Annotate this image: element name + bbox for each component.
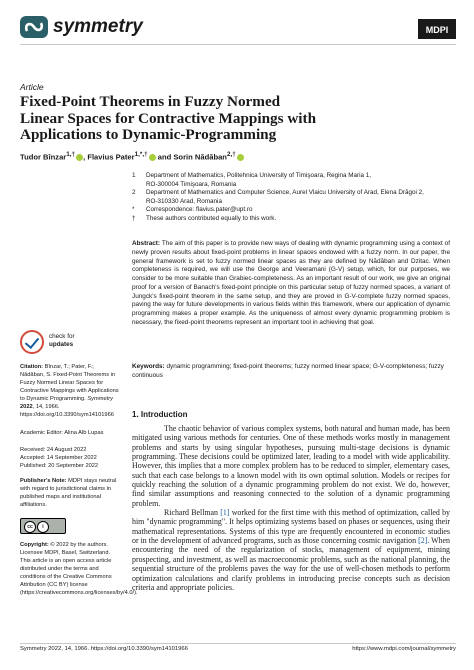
affiliation-text: RO-310330 Arad, Romania xyxy=(146,197,222,205)
accepted-date: Accepted: 14 September 2022 xyxy=(20,454,97,461)
citation-journal: Symmetry xyxy=(87,395,113,402)
cc-icon: cc xyxy=(24,521,36,533)
symmetry-logo-icon xyxy=(20,16,48,38)
paragraph-text: Richard Bellman xyxy=(164,508,221,518)
introduction-body xyxy=(132,424,450,592)
paragraph xyxy=(132,508,450,592)
keywords-text: dynamic programming; fixed-point theorems; fuzzy normed linear space; G-V-completeness; fuzzy continuous xyxy=(132,363,444,379)
header-divider xyxy=(20,44,456,45)
orcid-icon[interactable] xyxy=(149,154,156,161)
journal-name: symmetry xyxy=(53,16,143,37)
page-footer xyxy=(20,646,456,652)
affiliation-mark xyxy=(132,198,146,207)
received-date: Received: 24 August 2022 xyxy=(20,447,87,453)
affiliation-mark: 1 xyxy=(132,172,136,179)
dates xyxy=(20,447,120,471)
section-heading: 1. Introduction xyxy=(132,410,188,419)
reference-link[interactable]: [2] xyxy=(418,536,428,546)
footer-journal-url[interactable]: https://www.mdpi.com/journal/symmetry xyxy=(352,646,456,652)
publisher-note xyxy=(20,478,120,510)
abstract-text: The aim of this paper is to provide new ways of dealing with dynamic programming using a context of newly proven results about fixed-point problems in linear spaces endowed with a fuzzy norm. In our paper, the general framework is set to fuzzy normed linear spaces as they are defined by Nădăban and Dzitac. When completeness is required, we will use the George and Veeramani (G-V) setup, which, for our purposes, we consider to be more suitable than Grabiec-completeness. As an important result of our work, we give an original proof for a version of Banach's fixed-point principle on this particular setup of fuzzy normed spaces, a variant of Jungck's fixed-point theorem in the same setup, and they are proved in G-V-complete fuzzy normed spaces, paving the way for future developments in various fields within this framework, where our application of dynamic programming makes a proper example. As the uniqueness of almost every dynamic programming problem is necessary, the fixed-point theorems represent an important tool in achieving that goal. xyxy=(132,240,450,326)
affiliation-line xyxy=(132,198,452,207)
affiliations xyxy=(132,172,452,224)
citation-text: Bînzar, T.; Pater, F.; Nădăban, S. Fixed-Point Theorems in Fuzzy Normed Linear Spaces for Contractive Mappings with Applications to Dynamic Programming. xyxy=(20,364,119,402)
footer-citation[interactable]: Symmetry 2022, 14, 1966. https://doi.org/10.3390/sym14101966 xyxy=(20,646,188,652)
check-updates-line: check for xyxy=(49,333,75,340)
check-updates-label xyxy=(49,333,75,349)
affiliation-line xyxy=(132,189,452,198)
abstract-label: Abstract: xyxy=(132,240,161,247)
author-name[interactable]: Tudor Bînzar xyxy=(20,152,67,162)
affiliation-mark: † xyxy=(132,214,136,222)
author-name[interactable]: Flavius Pater xyxy=(87,152,135,162)
footer-divider xyxy=(20,643,456,644)
publisher-logo-text: MDPI xyxy=(425,25,449,35)
affiliation-text: Department of Mathematics and Computer Science, Aurel Vlaicu University of Arad, Elena Drăgoi 2, xyxy=(146,189,424,197)
affiliation-mark: * xyxy=(132,206,135,214)
orcid-icon[interactable] xyxy=(237,154,244,161)
author-separator: and xyxy=(155,152,174,162)
affiliation-text: Department of Mathematics, Politehnica University of Timişoara, Regina Maria 1, xyxy=(146,172,372,179)
affiliation-text: RO-300004 Timişoara, Romania xyxy=(146,180,237,188)
copyright-label: Copyright: xyxy=(20,542,49,548)
affiliation-line[interactable] xyxy=(132,206,452,215)
keywords xyxy=(132,363,450,381)
check-for-updates-button[interactable] xyxy=(20,330,110,358)
academic-editor: Academic Editor: Alina Alb Lupas xyxy=(20,430,104,436)
author-sup: 1,† xyxy=(66,151,76,158)
keywords-label: Keywords: xyxy=(132,363,165,370)
article-title: Fixed-Point Theorems in Fuzzy Normed Linear Spaces for Contractive Mappings with Applications to Dynamic-Programming xyxy=(20,93,317,143)
affiliation-mark: 2 xyxy=(132,189,136,197)
copyright-text: © 2022 by the authors. Licensee MDPI, Basel, Switzerland. This article is an open access article distributed under the terms and conditions of the Creative Commons Attribution (CC BY) license (https://creativecommons.org/licenses/by/4.0/). xyxy=(20,542,138,596)
affiliation-line xyxy=(132,181,452,190)
citation xyxy=(20,364,120,420)
by-person-icon: i xyxy=(37,521,49,533)
citation-year: 2022 xyxy=(20,403,33,410)
correspondence-text[interactable]: Correspondence: flavius.pater@upt.ro xyxy=(146,206,253,214)
reference-link[interactable]: [1] xyxy=(220,508,230,518)
publisher-note-text: MDPI stays neutral with regard to jurisdictional claims in published maps and institutional affiliations. xyxy=(20,478,117,508)
affiliation-mark xyxy=(132,181,146,190)
author-name[interactable]: Sorin Nădăban xyxy=(173,152,227,162)
check-updates-line: updates xyxy=(49,341,74,348)
cc-by-license-icon[interactable] xyxy=(20,518,66,534)
paragraph-text: . When encountering the need of the regularization of stocks, management of equipment, mining prospecting, and investment, as well as macroeconomic problems, such as the national planning, the sequential structure of the problems paves the way for the use of well-chosen methods to perform optimization calculations and clarify problems in introducing precise concepts such as decision criteria and appropriate policies. xyxy=(132,536,450,592)
author-sup: 1,*,† xyxy=(134,151,148,158)
article-type: Article xyxy=(20,82,44,92)
author-separator: , xyxy=(83,152,88,162)
author-sup: 2,† xyxy=(226,151,236,158)
affiliation-line xyxy=(132,172,452,181)
mdpi-logo-icon xyxy=(418,19,456,39)
citation-label: Citation: xyxy=(20,364,44,370)
copyright xyxy=(20,542,138,598)
affiliation-line xyxy=(132,215,452,224)
author-list xyxy=(20,151,440,162)
check-updates-icon xyxy=(20,330,44,354)
abstract xyxy=(132,240,450,328)
publisher-note-label: Publisher's Note: xyxy=(20,478,67,484)
journal-header xyxy=(20,10,456,44)
paragraph: The chaotic behavior of various complex systems, both natural and human made, has been mitigated using various methods for centuries. One of these methods works mostly in management problems and starts by using singular hypotheses, pursuing multi-stage decisions is dynamic programming. These decisions could be optimized later, leading to a model with wide applicability. However, this implies that a more complex problem has to be reduced to simpler, elementary cases, such that each case belongs to a known model with its own optimal solution. Models or recipes for quickly reaching the solution of a dynamic programming problem do not exist. We do, however, find similar assumptions and reasoning connected to the solution of a dynamic programming problem. xyxy=(132,424,450,508)
paragraph-text: worked for the first time with this method of optimization, called by him "dynamic programming". It helps optimizing systems based on phases or sequences, using their mathematical representations. Systems of this type are frequently encountered in economic studies or in the development of advanced programs, such as those concerning cosmic navigation xyxy=(132,508,450,546)
affiliation-text: These authors contributed equally to this work. xyxy=(146,214,277,222)
published-date: Published: 20 September 2022 xyxy=(20,462,99,469)
citation-doi[interactable]: , 14, 1966. https://doi.org/10.3390/sym14101966 xyxy=(20,403,114,418)
